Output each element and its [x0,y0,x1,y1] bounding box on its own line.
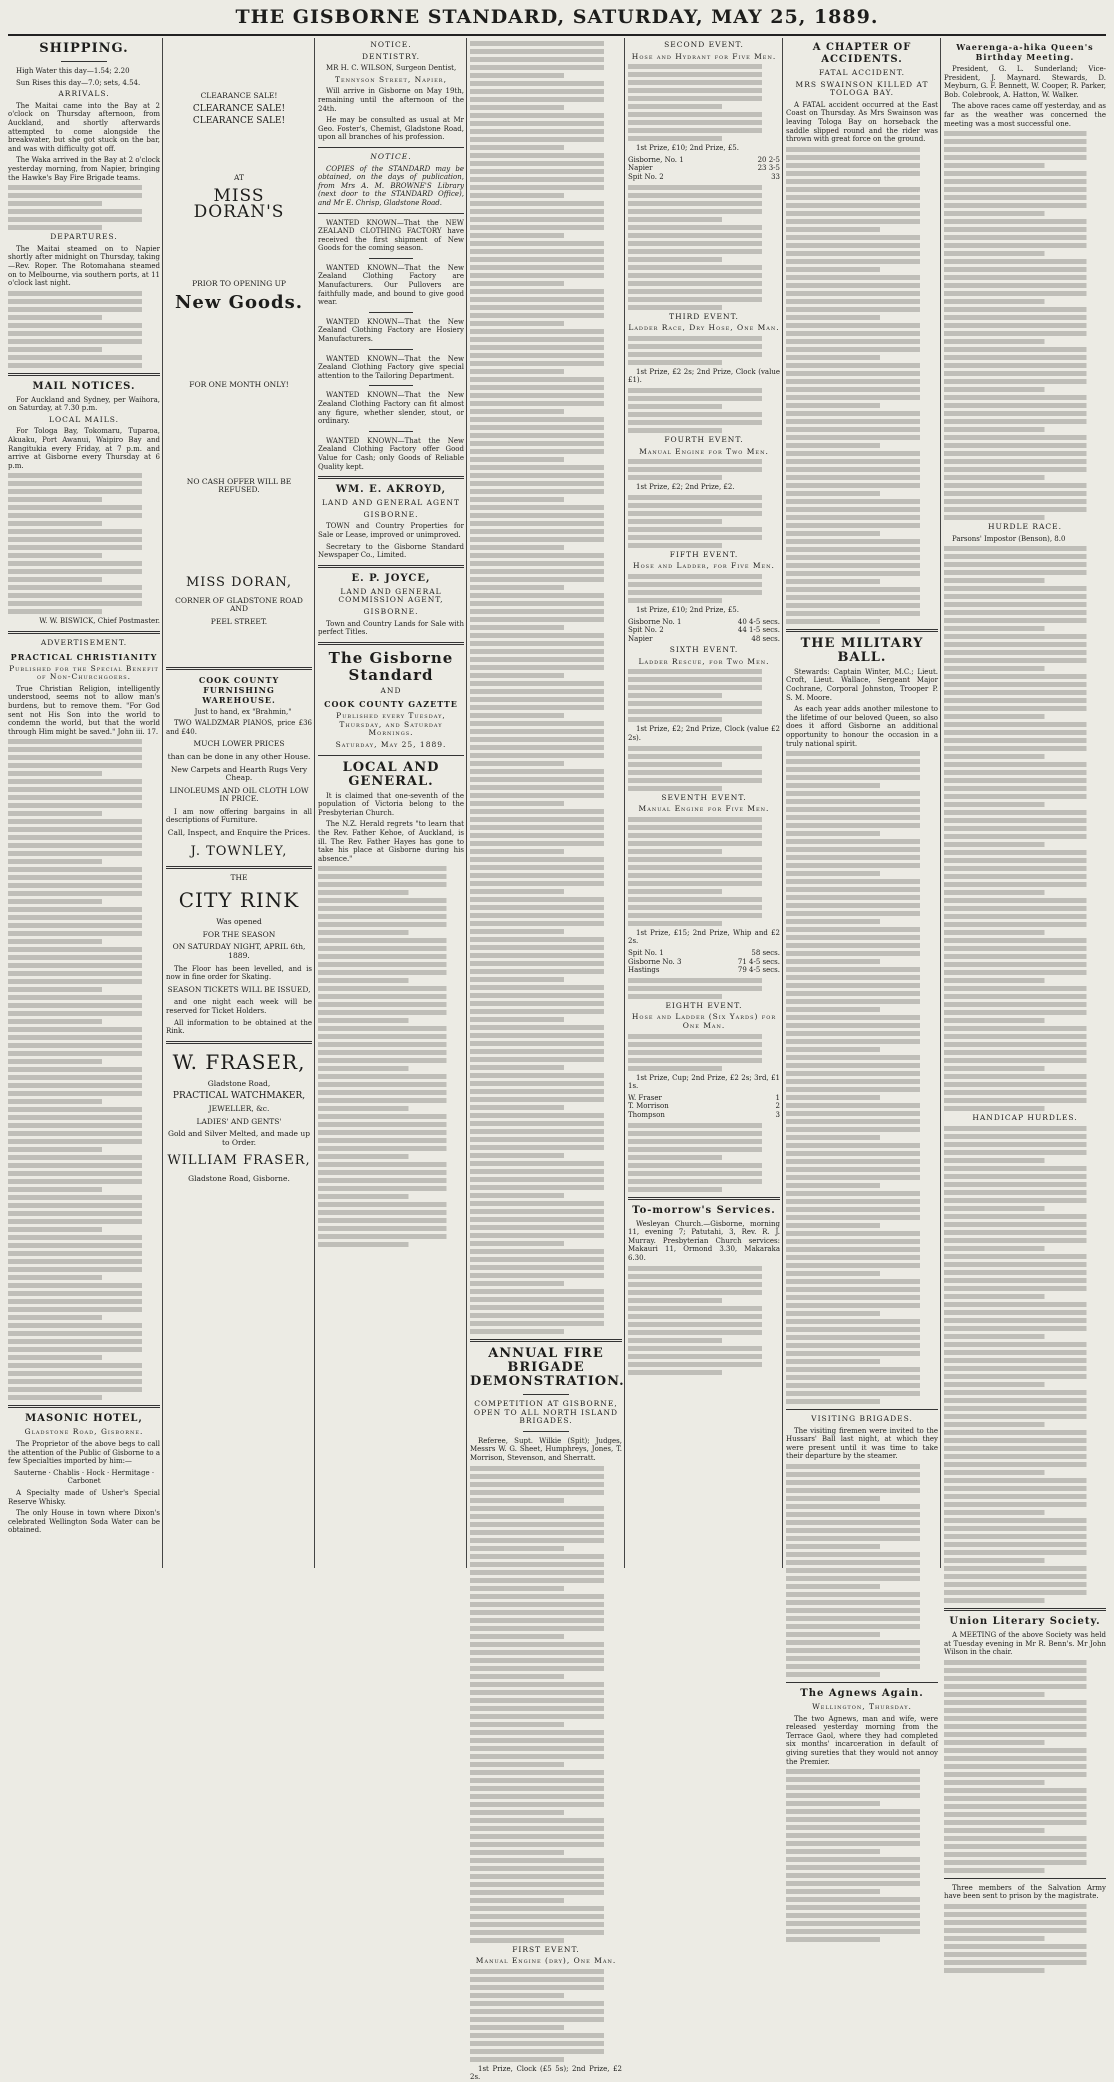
divider [166,667,312,670]
divider [628,1197,780,1200]
joyce-heading: E. P. JOYCE, [351,572,431,584]
william-fraser-name: WILLIAM FRASER, [167,1153,311,1169]
first-event-heading: FIRST EVENT. [512,1944,580,1954]
result-team: Spit No. 2 [628,172,664,181]
waka-text: The Waka arrived in the Bay at 2 o'clock yesterday morning, from Napier, bringing the Hawke's Bay Fire Brigade teams. [8,156,160,182]
column-4 [470,38,625,2082]
one-month-only: FOR ONE MONTH ONLY! [189,379,289,389]
akroyd-secretary: Secretary to the Gisborne Standard Newspaper Co., Limited. [318,542,464,560]
masthead-rule [8,34,1106,36]
column-text-filler [944,131,1106,520]
wanted-known-ad: WANTED KNOWN—That the New Zealand Clothing Factory can fit almost any figure, whether slender, stout, or ordinary. [318,391,464,426]
departures-heading: DEPARTURES. [50,232,118,242]
akroyd-heading: WM. E. AKROYD, [335,484,447,496]
one-night-line: and one night each week will be reserved for Ticket Holders. [166,998,312,1015]
practical-christianity-sub: Published for the Special Benefit of Non-Churchgoers. [9,663,159,682]
seventh-event-prize: 1st Prize, £15; 2nd Prize, Whip and £2 2s. [628,928,780,946]
ladder-race-sub: Ladder Race, Dry Hose, One Man. [628,323,780,333]
hurdle-race-heading: HURDLE RACE. [987,522,1063,532]
result-team: Gisborne No. 3 [628,957,682,966]
union-literary-text: A MEETING of the above Society was held at Tuesday evening in Mr R. Benn's. Mr John Wilson in the chair. [944,1630,1106,1657]
column-2 [166,38,312,1568]
pianos-line: TWO WALDZMAR PIANOS, price £36 and £40. [166,719,312,736]
the-label: THE [230,872,248,882]
gold-line: Gold and Silver Melted, and made up to Order. [167,1129,311,1147]
fifth-event-prize: 1st Prize, £10; 2nd Prize, £5. [636,605,739,614]
wanted-known-ad: WANTED KNOWN—That the NEW ZEALAND CLOTHING FACTORY have received the first shipment of New Goods for the coming season. [318,218,464,253]
divider [8,373,160,376]
agnews-dateline: Wellington, Thursday. [812,1702,912,1712]
wilson-line: MR H. C. WILSON, Surgeon Dentist, [326,64,457,73]
arrivals-text: The Maitai came into the Bay at 2 o'clock on Thursday afternoon, from Auckland, and shortly afterwards attempted to come alongside the breakwater, but she got stuck on the bar, and was with difficulty got off. [8,101,160,153]
was-opened: Was opened [216,917,262,927]
annual-demonstration-heading: ANNUAL FIRE BRIGADE DEMONSTRATION. [470,1346,625,1389]
column-text-filler [786,147,938,624]
column-text-filler [786,751,938,1404]
column-text-filler [944,546,1106,1111]
clearance-sale: CLEARANCE SALE! [192,116,286,127]
tennyson-line: Tennyson Street, Napier, [335,74,447,84]
fatal-accident-text: A FATAL accident occurred at the East Coast on Thursday. As Mrs Swainson was leaving Tologa Bay on horseback the saddle slipped round and the rider was thrown with great force on the ground. [786,100,938,144]
swainson-heading: MRS SWAINSON KILLED AT TOLOGA BAY. [795,79,929,98]
referee-text: Referee, Supt. Wilkie (Spit); Judges, Messrs W. G. Sheet, Humphreys, Jones, T. Morrison, Stevenson, and Sherratt. [470,1436,622,1462]
column-text-filler [8,291,160,368]
divider [523,1394,569,1395]
column-text-filler [628,1123,780,1192]
divider [318,642,464,645]
divider [8,631,160,634]
result-team: Hastings [628,966,660,975]
sixth-event-sub: Ladder Rescue, for Two Men. [638,656,770,666]
paper-and: AND [380,685,402,695]
column-text-filler [628,746,780,791]
divider [318,147,464,148]
column-7 [944,38,1106,1901]
chapter-accidents-heading: A CHAPTER OF ACCIDENTS. [812,42,912,65]
dentistry-heading: DENTISTRY. [362,51,420,61]
floor-line: The Floor has been levelled, and is now in fine order for Skating. [166,964,312,982]
divider [470,1339,622,1342]
wilson-text-2: He may be consulted as usual at Mr Geo. Foster's, Chemist, Gladstone Road, upon all branches of his profession. [318,116,464,142]
clearance-sale: CLEARANCE SALE! [200,91,278,100]
agnews-text: The two Agnews, man and wife, were released yesterday morning from the Terrace Gaol, where they had completed six months' incarceration in default of giving sureties that they would not annoy the Premier. [786,1714,938,1766]
postmaster: W. W. BISWICK, Chief Postmaster. [39,617,160,626]
handicap-hurdles-heading: HANDICAP HURDLES. [972,1113,1078,1123]
column-text-filler [628,336,780,365]
column-3 [318,38,464,1568]
result-score: 20 2-5 [757,155,780,164]
linoleums-line: LINOLEUMS AND OIL CLOTH LOW IN PRICE. [169,785,309,804]
furniture-line: I am now offering bargains in all descriptions of Furniture. [166,807,312,825]
result-row [628,156,780,165]
column-text-filler [628,574,780,603]
column-text-filler [786,1769,938,1942]
mail-notices-sub: For Auckland and Sydney, per Waihora, on Saturday, at 7.30 p.m. [8,395,160,413]
result-score: 23 3-5 [757,164,780,173]
result-team: Spit No. 2 [628,626,664,635]
local-text-2: The N.Z. Herald regrets "to learn that the Rev. Father Kehoe, of Auckland, is ill. The Rev. Father Hayes has gone to take his place at Gisborne during his absence." [318,820,464,863]
practical-christianity-text: True Christian Religion, intelligently understood, seems not to allow man's burdens, but to remove them. "For God sent not His Son into the world to condemn the world, but that the world through Him might be saved." John iii. 17. [8,684,160,736]
result-team: Napier [628,164,653,173]
wine-item: Hock [86,1468,105,1477]
wilson-text: Will arrive in Gisborne on May 19th, remaining until the afternoon of the 24th. [318,87,464,113]
wanted-known-ad: WANTED KNOWN—That the New Zealand Clothing Factory are Hosiery Manufacturers. [318,317,464,344]
column-1: SHIPPING. High Water this day—1.54; 2.20 Sun Rises this day—7.0; sets, 4.54. ARRIVALS. The Maitai came into the Bay at 2 o'clock on Thursday afternoon, from Auckland, and shortly afterwards attempted to come alongside the breakwater, but she got stuck on the bar, and was with difficulty got off. The Waka arrived in the Bay at 2 o'clock yesterday morning, from Napier, bringing the Hawke's Bay Fire Brigade teams. DEPARTURES. The Maitai steamed on to Napier shortly after midnight on Thursday, taking—Rev. Roper. The Rotomahana steamed on to Melbourne, via southern ports, at 11 o'clock last night. MAIL NOTICES. For Auckland and Sydney, per Waihora, on Saturday, at 7.30 p.m. LOCAL MAILS. For Tologa Bay, Tokomaru, Tuparoa, Akuaku, Port Awanui, Waipiro Bay and Rangitukia every Friday, at 7 p.m. and arrive at Gisborne every Thursday at 6 p.m. W. W. BISWICK, Chief Postmaster. ADVERTISEMENT. PRACTICAL CHRISTIANITY Published for the Special Benefit of Non-Churchgoers. True Christian Religion, intelligently understood, seems not to allow man's burdens, but to remove them. "For God sent not His Son into the world to condemn the world, but that the world through Him might be saved." John iii. 17. MASONIC HOTEL, Gladstone Road, Gisborne. The Proprietor of the above begs to call the attention of the Public of Gisborne to a few Specialties imported by him:— Sauterne · Chablis · Hock · Hermitage · Carbonet A Specialty made of Usher's Special Reserve Whisky. The only House in town where Dixon's celebrated Wellington Soda Water can be obtained. [8,41,160,1535]
divider [318,755,464,756]
column-text-filler [470,1466,622,1943]
departures-text: The Maitai steamed on to Napier shortly after midnight on Thursday, taking—Rev. Roper. The Rotomahana steamed on to Melbourne, via southern ports, at 11 o'clock last night. [8,244,160,288]
masonic-hotel-heading: MASONIC HOTEL, [25,1413,143,1425]
column-text-filler [470,1969,622,2062]
masonic-hotel-road: Gladstone Road, Gisborne. [24,1427,144,1437]
miss-doran-name: MISS DORAN, [185,574,293,590]
result-row [628,626,780,635]
arrivals-heading: ARRIVALS. [58,89,110,99]
column-text-filler [628,978,780,999]
watchmaker-line: PRACTICAL WATCHMAKER, [172,1091,306,1102]
waerenga-heading: Waerenga-a-hika Queen's Birthday Meeting. [956,42,1094,62]
result-team: Spit No. 1 [628,949,664,958]
at-label: AT [233,172,244,182]
result-score: 44 1-5 secs. [737,626,780,635]
first-event-prize: 1st Prize, Clock (£5 5s); 2nd Prize, £2 2s. [470,2064,622,2082]
column-text-filler [628,1034,780,1071]
result-row [628,164,780,173]
military-ball-heading: THE MILITARY BALL. [800,635,924,665]
peel-street: PEEL STREET. [210,616,268,626]
column-text-filler [8,739,160,1400]
masonic-hotel-text: The Proprietor of the above begs to call the attention of the Public of Gisborne to a few Specialties imported by him:— [8,1439,160,1466]
visiting-brigades-heading: VISITING BRIGADES. [811,1414,913,1424]
wine-item: Hermitage [111,1468,150,1477]
result-team: Napier [628,634,653,643]
manual-engine-sub: Manual Engine for Two Men. [639,446,769,456]
column-text-filler [628,1266,780,1375]
divider [318,565,464,568]
president-text: President, G. L. Sunderland; Vice-President, J. Maynard. Stewards, D. Meyburn, G. F. Bennett, W. Cooper, R. Parker, Bob. Colebrook, A. Hatton, W. Walker. [944,65,1106,99]
result-row [628,173,780,182]
clearance-sale: CLEARANCE SALE! [192,103,286,114]
salvation-text: Three members of the Salvation Army have been sent to prison by the magistrate. [944,1883,1106,1901]
city-rink-heading: CITY RINK [178,888,300,913]
seventh-event-heading: SEVENTH EVENT. [661,792,747,802]
divider [786,1682,938,1683]
divider [944,1878,1106,1879]
divider [166,1041,312,1044]
meeting-text: The above races came off yesterday, and as far as the weather was concerned the meeting was a most successful one. [944,102,1106,128]
divider [369,349,413,350]
competition-heading: COMPETITION AT GISBORNE, OPEN TO ALL NORTH ISLAND BRIGADES. [473,1399,619,1426]
for-season: FOR THE SEASON [202,929,276,939]
result-row [628,966,780,975]
divider [523,1431,569,1432]
eighth-event-heading: EIGHTH EVENT. [665,1000,743,1010]
seventh-event-sub: Manual Engine for Five Men. [638,804,770,814]
result-row [628,618,780,627]
fraser-heading: W. FRASER, [172,1049,306,1074]
column-rule [162,38,163,1568]
column-text-filler [8,185,160,230]
akroyd-text: TOWN and Country Properties for Sale or Lease, improved or unimproved. [318,522,464,539]
result-row: T. Morrison 2 [628,1102,780,1111]
column-text-filler [470,41,622,1334]
ladies-line: LADIES' AND GENTS' [196,1116,282,1126]
column-text-filler [628,495,780,548]
column-6 [786,38,938,1766]
copies-notice: COPIES of the STANDARD may be obtained, on the days of publication, from Mrs A. M. BROWNE'S Library (next door to the STANDARD Office), and Mr E. Chrisp, Gladstone Road. [318,164,464,207]
column-5 [628,38,780,1568]
joyce-city: GISBORNE. [363,606,419,616]
wanted-known-ad: WANTED KNOWN—That the New Zealand Clothing Factory give special attention to the Tailoring Department. [318,354,464,380]
lower-prices: MUCH LOWER PRICES [193,739,285,749]
info-line: All information to be obtained at the Rink. [166,1018,312,1036]
column-text-filler [944,1126,1106,1603]
sixth-event-heading: SIXTH EVENT. [669,645,739,655]
practical-christianity-heading: PRACTICAL CHRISTIANITY [10,651,158,662]
result-row: W. Fraser 1 [628,1093,780,1102]
wanted-known-ad: WANTED KNOWN—That the New Zealand Clothing Factory are Manufacturers. Our Pullovers are faithfully made, and bound to give good wear. [318,263,464,307]
divider [369,258,413,259]
first-event-sub: Manual Engine (dry), One Man. [475,1956,617,1966]
column-text-filler [628,64,780,141]
sixth-event-prize: 1st Prize, £2; 2nd Prize, Clock (value £2 2s). [628,725,780,743]
masthead: THE GISBORNE STANDARD, SATURDAY, MAY 25, 1889. [235,6,879,28]
mail-notices-heading: MAIL NOTICES. [32,380,136,392]
wine-item: Chablis [53,1468,80,1477]
masonic-foot: The only House in town where Dixon's celebrated Wellington Soda Water can be obtained. [8,1509,160,1535]
fourth-event-prize: 1st Prize, £2; 2nd Prize, £2. [636,483,735,492]
gazette-title: COOK COUNTY GAZETTE [324,699,458,710]
notice-heading-2: NOTICE. [370,151,412,161]
divider [786,629,938,632]
notice-heading: NOTICE. [370,40,412,49]
result-row [628,958,780,967]
fifth-event-heading: FIFTH EVENT. [669,549,739,559]
lower-prices-sub: than can be done in any other House. [167,751,311,761]
column-text-filler [944,1660,1106,1873]
column-rule [624,38,625,1568]
military-ball-text: As each year adds another milestone to the lifetime of our beloved Queen, so also does it afford Gisborne an additional opportunity to honour the occasion in a truly national spirit. [786,705,938,748]
joyce-text: Town and Country Lands for Sale with perfect Titles. [318,619,464,637]
akroyd-city: GISBORNE. [363,509,419,519]
result-score: 48 secs. [751,634,780,643]
column-text-filler [628,459,780,480]
visiting-brigades-text: The visiting firemen were invited to the Hussars' Ball last night, at which they were present until it was time to take their departure by the steamer. [786,1426,938,1461]
joyce-sub: LAND AND GENERAL COMMISSION AGENT, [338,586,444,605]
eighth-event-prize: 1st Prize, Cup; 2nd Prize, £2 2s; 3rd, £1 1s. [628,1073,780,1091]
result-row [628,949,780,958]
result-score: 40 4-5 secs. [737,617,780,626]
corner-address: CORNER OF GLADSTONE ROAD AND [175,595,303,614]
result-row [628,635,780,644]
result-team: W. Fraser [628,1093,662,1102]
fourth-event-heading: FOURTH EVENT. [664,434,744,444]
opening-date: ON SATURDAY NIGHT, APRIL 6th, 1889. [172,942,306,961]
third-event-prize: 1st Prize, £2 2s; 2nd Prize, Clock (value £1). [628,367,780,385]
column-text-filler [786,1464,938,1677]
new-goods-heading: New Goods. [174,291,304,313]
hose-hydrant-sub: Hose and Hydrant for Five Men. [631,51,777,61]
result-team: T. Morrison [628,1102,669,1111]
result-row: Thompson 3 [628,1110,780,1119]
result-score: 79 4-5 secs. [737,966,780,975]
carpets-line: New Carpets and Hearth Rugs Very Cheap. [170,764,308,783]
fatal-accident-heading: FATAL ACCIDENT. [818,68,906,77]
column-rule [314,38,315,1568]
cook-county-heading: COOK COUNTY FURNISHING WAREHOUSE. [198,674,280,705]
william-fraser-address: Gladstone Road, Gisborne. [188,1174,290,1184]
column-text-filler [944,1904,1106,1973]
union-literary-heading: Union Literary Society. [949,1615,1101,1627]
column-text-filler [8,473,160,614]
column-text-filler [628,669,780,722]
paper-title: The Gisborne Standard [328,648,454,684]
divider [318,476,464,479]
divider [369,312,413,313]
jeweller-line: JEWELLER, &c. [208,1103,270,1113]
local-text: It is claimed that one-seventh of the population of Victoria belong to the Presbyterian Church. [318,791,464,817]
hose-ladder-sub: Hose and Ladder, for Five Men. [633,561,775,571]
column-text-filler [628,817,780,926]
divider [786,1409,938,1410]
townley-name: J. TOWNLEY, [190,843,288,859]
divider [369,385,413,386]
season-tickets: SEASON TICKETS WILL BE ISSUED, [167,984,311,994]
tomorrow-services-heading: To-morrow's Services. [632,1204,776,1216]
mail-notices-text: For Tologa Bay, Tokomaru, Tuparoa, Akuaku, Port Awanui, Waipiro Bay and Rangitukia every Friday, at 7 p.m. and arrive at Gisborne every Thursday at 6 p.m. [8,427,160,470]
masonic-special: A Specialty made of Usher's Special Reserve Whisky. [8,1488,160,1506]
divider [8,1405,160,1408]
parsons-line: Parsons' Impostor (Benson), 8.0 [952,534,1066,543]
published-line: Published every Tuesday, Thursday, and Saturday Mornings. [336,711,446,738]
column-rule [466,38,467,1568]
divider [944,1608,1106,1611]
stewards-text: Stewards: Captain Winter, M.C.; Lieut. Croft, Lieut. Wallace, Sergeant Major Cochrane, Corporal Johnston, Trooper P. S. M. Moore. [786,667,938,702]
divider [61,61,107,62]
agnews-heading: The Agnews Again. [800,1688,924,1700]
column-text-filler [628,185,780,310]
second-event-heading: SECOND EVENT. [664,40,744,49]
eighth-event-sub: Hose and Ladder (Six Yards) for One Man. [631,1012,777,1030]
column-rule [940,38,941,1568]
result-team: Thompson [628,1110,665,1119]
akroyd-sub: LAND AND GENERAL AGENT [321,498,461,508]
prior-to-opening: PRIOR TO OPENING UP [192,279,286,289]
services-text: Wesleyan Church.—Gisborne, morning 11, evening 7; Patutahi, 3, Rev. R. J. Murray. Presbyterian Church services: Makauri 11, Ormond 3.30, Makaraka 6.30. [628,1219,780,1262]
sun-rises: Sun Rises this day—7.0; sets, 4.54. [16,78,141,87]
result-score: 71 4-5 secs. [737,957,780,966]
second-event-prize: 1st Prize, £10; 2nd Prize, £5. [636,144,739,153]
no-cash-offer: NO CASH OFFER WILL BE REFUSED. [186,476,292,495]
miss-dorans-heading: MISS DORAN'S [193,186,285,223]
brahmin-line: Just to hand, ex "Brahmin," [194,707,292,716]
column-text-filler [318,866,464,1247]
local-mails-heading: LOCAL MAILS. [49,414,119,424]
high-water: High Water this day—1.54; 2.20 [16,67,130,75]
wine-item: Carbonet [67,1477,101,1486]
divider [166,866,312,869]
shipping-heading: SHIPPING. [39,41,129,56]
column-text-filler [628,388,780,433]
local-general-heading: LOCAL AND GENERAL. [342,759,440,789]
divider [369,431,413,432]
result-team: Gisborne, No. 1 [628,155,684,164]
third-event-heading: THIRD EVENT. [669,311,739,321]
advertisement-label: ADVERTISEMENT. [40,638,128,648]
wanted-known-ad: WANTED KNOWN—That the New Zealand Clothing Factory offer Good Value for Cash; only Goods of Reliable Quality kept. [318,436,464,471]
result-team: Gisborne No. 1 [628,617,682,626]
wine-item: Sauterne [13,1468,47,1477]
issue-date: Saturday, May 25, 1889. [335,740,447,750]
result-score: 58 secs. [751,949,780,958]
call-inspect: Call, Inspect, and Enquire the Prices. [167,828,311,838]
fraser-road: Gladstone Road, [207,1078,271,1088]
divider [318,213,464,214]
column-rule [782,38,783,1568]
result-score: 33 [771,172,780,181]
